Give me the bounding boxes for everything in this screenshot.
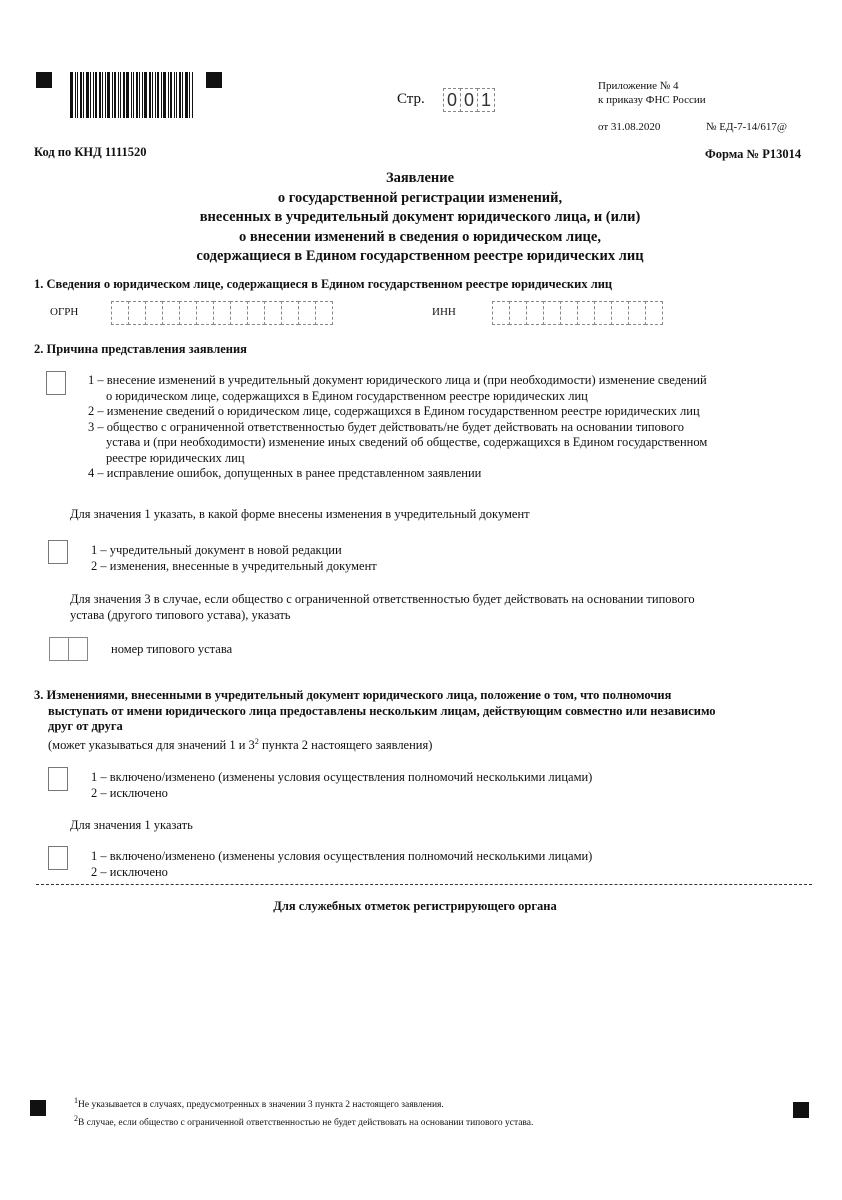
barcode-bar bbox=[182, 72, 183, 118]
barcode-bar bbox=[123, 72, 125, 118]
authority-options bbox=[91, 770, 592, 801]
value-3-instruction-line: Для значения 3 в случае, если общество с ограниченной ответственностью будет действовать на основании типового bbox=[70, 592, 695, 606]
ogrn-label: ОГРН bbox=[50, 306, 79, 318]
barcode-bar bbox=[107, 72, 110, 118]
official-use-heading: Для служебных отметок регистрирующего органа bbox=[273, 899, 557, 913]
reason-option: устава и (при необходимости) изменение иных сведений об обществе, содержащихся в Едином государственном bbox=[106, 435, 708, 449]
inn-cell[interactable] bbox=[526, 301, 544, 325]
authority-detail-checkbox[interactable] bbox=[48, 846, 68, 870]
barcode bbox=[70, 72, 195, 118]
authority-detail-option: 1 – включено/изменено (изменены условия осуществления полномочий несколькими лицами) bbox=[91, 849, 593, 863]
reason-option: реестре юридических лиц bbox=[106, 450, 245, 465]
title-line: Заявление bbox=[385, 170, 455, 186]
page-digit[interactable]: 0 bbox=[460, 88, 478, 112]
ogrn-cell[interactable] bbox=[162, 301, 180, 325]
charter-number-cell[interactable] bbox=[49, 637, 69, 661]
barcode-bar bbox=[144, 72, 147, 118]
ogrn-cell[interactable] bbox=[213, 301, 231, 325]
appendix-line-2: к приказу ФНС России bbox=[598, 94, 706, 106]
authority-detail-options bbox=[91, 849, 592, 880]
barcode-bar bbox=[157, 72, 159, 118]
ogrn-cell[interactable] bbox=[128, 301, 146, 325]
value-1-instruction: Для значения 1 указать, в какой форме внесены изменения в учредительный документ bbox=[70, 507, 530, 521]
authority-checkbox[interactable] bbox=[48, 767, 68, 791]
barcode-bar bbox=[168, 72, 169, 118]
footnote-mark: 1 bbox=[74, 1096, 78, 1105]
document-title bbox=[120, 169, 720, 267]
barcode-bar bbox=[126, 72, 129, 118]
charter-number-label: номер типового устава bbox=[111, 642, 233, 656]
barcode-bar bbox=[139, 72, 140, 118]
barcode-bar bbox=[131, 72, 132, 118]
page-label: Стр. bbox=[397, 91, 425, 107]
footnote-mark: 2 bbox=[74, 1114, 78, 1124]
barcode-bar bbox=[105, 72, 106, 118]
appendix-line-1: Приложение № 4 bbox=[598, 80, 679, 92]
barcode-bar bbox=[155, 72, 156, 118]
inn-cell[interactable] bbox=[577, 301, 595, 325]
barcode-bar bbox=[83, 72, 84, 118]
authority-option: 1 – включено/изменено (изменены условия осуществления полномочий несколькими лицами) bbox=[91, 770, 593, 784]
inn-cell[interactable] bbox=[645, 301, 663, 325]
barcode-bar bbox=[120, 72, 121, 118]
order-number: № ЕД-7-14/617@ bbox=[706, 121, 787, 133]
footnote-ref: 2 bbox=[254, 737, 259, 746]
footnote bbox=[74, 1094, 533, 1112]
page-digit[interactable]: 1 bbox=[477, 88, 495, 112]
barcode-bar bbox=[152, 72, 153, 118]
title-line: о государственной регистрации изменений, bbox=[277, 189, 563, 206]
charter-number-field[interactable] bbox=[50, 637, 88, 661]
page-digit[interactable]: 0 bbox=[443, 88, 461, 112]
barcode-bar bbox=[118, 72, 119, 118]
barcode-bar bbox=[161, 72, 162, 118]
inn-cell[interactable] bbox=[492, 301, 510, 325]
barcode-bar bbox=[185, 72, 188, 118]
knd-code: Код по КНД 1111520 bbox=[34, 145, 147, 159]
barcode-bar bbox=[75, 72, 76, 118]
barcode-bar bbox=[133, 72, 134, 118]
title-line: внесенных в учредительный документ юридического лица, и (или) bbox=[199, 209, 641, 225]
section-3-heading-line: выступать от имени юридического лица предоставлены нескольким лицам, действующим совместно или независимо bbox=[48, 703, 716, 718]
section-3-note-prefix: (может указываться для значений 1 и 3 bbox=[48, 738, 255, 753]
order-date: от 31.08.2020 bbox=[598, 121, 661, 133]
ogrn-field[interactable] bbox=[112, 301, 333, 325]
barcode-bar bbox=[90, 72, 91, 118]
barcode-bar bbox=[99, 72, 101, 118]
ogrn-cell[interactable] bbox=[264, 301, 282, 325]
barcode-bar bbox=[192, 72, 193, 118]
inn-field[interactable] bbox=[493, 301, 663, 325]
barcode-bar bbox=[174, 72, 175, 118]
inn-cell[interactable] bbox=[543, 301, 561, 325]
barcode-bar bbox=[112, 72, 113, 118]
inn-cell[interactable] bbox=[628, 301, 646, 325]
reason-option: 4 – исправление ошибок, допущенных в ранее представленном заявлении bbox=[88, 466, 482, 480]
page-number-cells bbox=[444, 88, 495, 112]
inn-cell[interactable] bbox=[560, 301, 578, 325]
inn-label: ИНН bbox=[432, 306, 456, 318]
barcode-bar bbox=[95, 72, 97, 118]
section-3-heading-line: 3. Изменениями, внесенными в учредительный документ юридического лица, положение о том, что полномочия bbox=[34, 688, 672, 702]
barcode-bar bbox=[77, 72, 78, 118]
charter-number-cell[interactable] bbox=[68, 637, 88, 661]
document-form-option: 2 – изменения, внесенные в учредительный документ bbox=[91, 558, 377, 573]
registration-marker-top-left bbox=[36, 72, 52, 88]
ogrn-cell[interactable] bbox=[247, 301, 265, 325]
barcode-bar bbox=[189, 72, 190, 118]
ogrn-cell[interactable] bbox=[196, 301, 214, 325]
inn-cell[interactable] bbox=[509, 301, 527, 325]
barcode-bar bbox=[179, 72, 181, 118]
reason-checkbox[interactable] bbox=[46, 371, 66, 395]
barcode-bar bbox=[163, 72, 166, 118]
footnote bbox=[74, 1112, 533, 1130]
inn-cell[interactable] bbox=[594, 301, 612, 325]
value-3-instruction bbox=[70, 592, 695, 623]
section-3-heading bbox=[34, 688, 716, 735]
form-number: Форма № Р13014 bbox=[705, 147, 802, 161]
barcode-bar bbox=[149, 72, 151, 118]
section-3-heading-line: друг от друга bbox=[48, 719, 123, 733]
section-3-value-1-instruction: Для значения 1 указать bbox=[70, 818, 193, 832]
section-1-heading: 1. Сведения о юридическом лице, содержащиеся в Едином государственном реестре юридических лиц bbox=[34, 277, 613, 291]
barcode-bar bbox=[170, 72, 172, 118]
registration-marker-top-right bbox=[206, 72, 222, 88]
section-3-note-suffix: пункта 2 настоящего заявления) bbox=[258, 738, 433, 753]
ogrn-cell[interactable] bbox=[111, 301, 129, 325]
authority-detail-option: 2 – исключено bbox=[91, 864, 168, 879]
barcode-bar bbox=[114, 72, 116, 118]
inn-cell[interactable] bbox=[611, 301, 629, 325]
reason-option: о юридическом лице, содержащихся в Едином государственном реестре юридических лиц bbox=[106, 388, 588, 403]
section-2-heading: 2. Причина представления заявления bbox=[34, 342, 247, 356]
barcode-bar bbox=[93, 72, 94, 118]
ogrn-cell[interactable] bbox=[315, 301, 333, 325]
footnote-text: В случае, если общество с ограниченной ответственностью не будет действовать на основании типового устава. bbox=[78, 1118, 534, 1129]
barcode-bar bbox=[136, 72, 138, 118]
barcode-bar bbox=[80, 72, 82, 118]
value-3-instruction-line: устава (другого типового устава), указать bbox=[70, 607, 291, 622]
authority-option: 2 – исключено bbox=[91, 785, 168, 800]
barcode-bar bbox=[86, 72, 89, 118]
reason-option: 2 – изменение сведений о юридическом лице, содержащихся в Едином государственном реестре юридических лиц bbox=[88, 404, 700, 418]
reason-option: 1 – внесение изменений в учредительный документ юридического лица и (при необходимости) изменение сведений bbox=[88, 373, 707, 387]
separator-line bbox=[36, 884, 812, 885]
reason-option: 3 – общество с ограниченной ответственностью будет действовать/не будет действовать на основании типового bbox=[88, 419, 684, 434]
barcode-bar bbox=[142, 72, 143, 118]
ogrn-cell[interactable] bbox=[145, 301, 163, 325]
section-3-note bbox=[48, 737, 432, 753]
registration-marker-bottom-left bbox=[30, 1100, 46, 1116]
footnotes bbox=[74, 1094, 533, 1130]
barcode-bar bbox=[70, 72, 73, 118]
title-line: о внесении изменений в сведения о юридическом лице, bbox=[239, 228, 601, 245]
title-line: содержащиеся в Едином государственном реестре юридических лиц bbox=[196, 248, 644, 264]
document-form-checkbox[interactable] bbox=[48, 540, 68, 564]
reason-options bbox=[88, 373, 707, 482]
document-form-option: 1 – учредительный документ в новой редакции bbox=[91, 543, 342, 557]
ogrn-cell[interactable] bbox=[179, 301, 197, 325]
ogrn-cell[interactable] bbox=[281, 301, 299, 325]
document-form-options bbox=[91, 543, 377, 574]
footnote-text: Не указывается в случаях, предусмотренных в значении 3 пункта 2 настоящего заявления. bbox=[78, 1100, 444, 1111]
ogrn-cell[interactable] bbox=[298, 301, 316, 325]
ogrn-cell[interactable] bbox=[230, 301, 248, 325]
registration-marker-bottom-right bbox=[793, 1102, 809, 1118]
barcode-bar bbox=[176, 72, 177, 118]
barcode-bar bbox=[102, 72, 103, 118]
